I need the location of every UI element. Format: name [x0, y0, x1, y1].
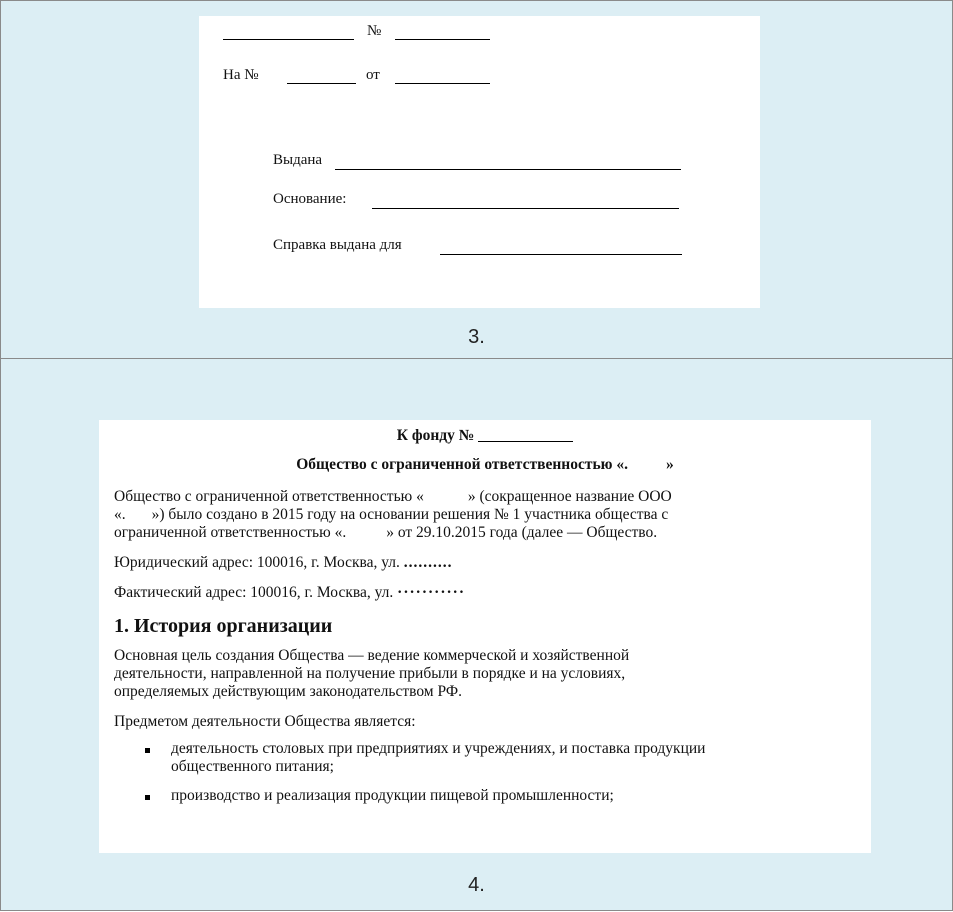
outgoing-number-line	[223, 39, 354, 40]
legal-address: Юридический адрес: 100016, г. Москва, ул. ..........	[114, 554, 453, 571]
actual-address: Фактический адрес: 100016, г. Москва, ул. ···········	[114, 584, 466, 601]
paragraph-1-line-3: ограниченной ответственностью «. » от 29.10.2015 года (далее — Общество.	[114, 524, 658, 541]
paragraph-2-line-3: определяемых действующим законодательством РФ.	[114, 683, 462, 700]
ot-line	[395, 83, 490, 84]
section-heading: 1. История организации	[114, 615, 333, 637]
bullet-1-line-1: деятельность столовых при предприятиях и учреждениях, и поставка продукции	[171, 740, 706, 757]
paragraph-2-line-2: деятельности, направленной на получение прибыли в порядке и на условиях,	[114, 665, 626, 682]
bullet-marker	[145, 795, 150, 800]
caption-3: 3.	[468, 326, 485, 348]
panel-3	[0, 0, 953, 359]
basis-label: Основание:	[273, 191, 347, 207]
basis-line	[372, 208, 679, 209]
panel-4	[0, 358, 953, 911]
legal-address-redacted: ..........	[403, 554, 453, 571]
na-number-label: На №	[223, 67, 259, 83]
bullet-2: производство и реализация продукции пищевой промышленности;	[171, 787, 614, 804]
issued-for-line	[440, 254, 682, 255]
issued-line	[335, 169, 681, 170]
number-sign-label: №	[367, 23, 382, 39]
caption-4: 4.	[468, 874, 485, 896]
paragraph-1-line-1: Общество с ограниченной ответственностью « » (сокращенное название ООО	[114, 488, 672, 505]
bullet-1-line-2: общественного питания;	[171, 758, 334, 775]
na-number-line	[287, 83, 356, 84]
org-title: Общество с ограниченной ответственностью «. »	[296, 456, 674, 473]
paragraph-1-line-2: «. ») было создано в 2015 году на основании решения № 1 участника общества с	[114, 506, 669, 523]
form-image	[199, 16, 760, 308]
fond-number-line	[478, 441, 573, 442]
paragraph-2-line-1: Основная цель создания Общества — ведение коммерческой и хозяйственной	[114, 647, 630, 664]
issued-for-label: Справка выдана для	[273, 237, 402, 253]
number-line	[395, 39, 490, 40]
subject-intro: Предметом деятельности Общества является:	[114, 713, 416, 730]
issued-label: Выдана	[273, 152, 323, 168]
actual-address-redacted: ···········	[397, 584, 466, 601]
document-image	[99, 420, 871, 853]
bullet-marker	[145, 748, 150, 753]
ot-label: от	[366, 67, 380, 83]
fond-title: К фонду №	[99, 427, 871, 445]
